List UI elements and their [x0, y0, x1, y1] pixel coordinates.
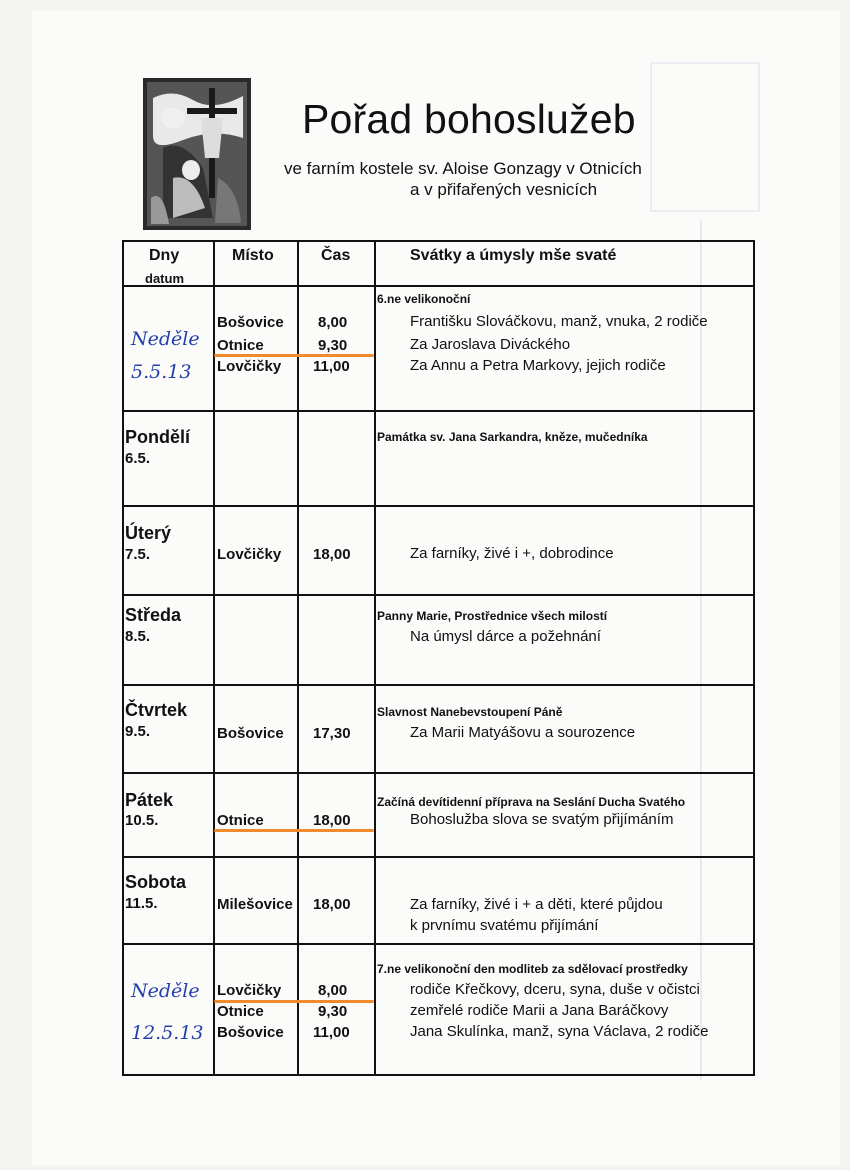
handwritten-date: 12.5.13	[131, 1022, 204, 1044]
place-cell: Lovčičky	[217, 546, 282, 563]
intent-cell: Jana Skulínka, manž, syna Václava, 2 rodiče	[410, 1023, 709, 1040]
show-through-image	[650, 62, 760, 212]
intent-cell: Bohoslužba slova se svatým přijímáním	[410, 811, 674, 828]
handwritten-day: Neděle	[131, 328, 200, 350]
intent-cell: Za Marii Matyášovu a sourozence	[410, 724, 636, 741]
underline-mark	[214, 354, 374, 357]
time-cell: 8,00	[318, 314, 348, 331]
place-cell: Otnice	[217, 337, 264, 354]
time-cell: 9,30	[318, 1003, 348, 1020]
day-name: Úterý	[125, 523, 172, 543]
day-name: Sobota	[125, 872, 186, 892]
page-subtitle-2: a v přifařených vesnicích	[410, 180, 598, 199]
time-cell: 8,00	[318, 982, 348, 999]
intent-cell: Na úmysl dárce a požehnání	[410, 628, 601, 645]
intent-cell: Za Annu a Petra Markovy, jejich rodiče	[410, 357, 666, 374]
intent-cell: Františku Slováčkovu, manž, vnuka, 2 rodiče	[410, 313, 708, 330]
day-date: 9.5.	[125, 723, 151, 740]
feast-label: Panny Marie, Prostřednice všech milostí	[377, 609, 608, 623]
feast-label: Slavnost Nanebevstoupení Páně	[377, 705, 563, 719]
time-cell: 11,00	[313, 1024, 350, 1041]
time-cell: 11,00	[313, 358, 350, 375]
place-cell: Lovčičky	[217, 358, 282, 375]
place-cell: Bošovice	[217, 1024, 284, 1041]
place-cell: Bošovice	[217, 314, 284, 331]
header-time: Čas	[321, 247, 351, 264]
intent-cell: rodiče Křečkovy, dceru, syna, duše v očistci	[410, 981, 700, 998]
header-days: Dny	[149, 247, 180, 264]
header-date: datum	[145, 271, 184, 286]
time-cell: 18,00	[313, 812, 351, 829]
feast-label: 7.ne velikonoční den modliteb za sdělovací prostředky	[377, 962, 688, 976]
place-cell: Milešovice	[217, 896, 293, 913]
handwritten-day: Neděle	[131, 980, 200, 1002]
crucifixion-engraving-icon	[143, 78, 251, 230]
page-subtitle: ve farním kostele sv. Aloise Gonzagy v Otnicích	[284, 159, 642, 178]
place-cell: Lovčičky	[217, 982, 282, 999]
day-name: Středa	[125, 605, 182, 625]
feast-label: Začíná devítidenní příprava na Seslání Ducha Svatého	[377, 795, 686, 809]
time-cell: 9,30	[318, 337, 348, 354]
header-feasts: Svátky a úmysly mše svaté	[410, 247, 617, 264]
day-date: 7.5.	[125, 546, 151, 563]
place-cell: Bošovice	[217, 725, 284, 742]
place-cell: Otnice	[217, 812, 264, 829]
place-cell: Otnice	[217, 1003, 264, 1020]
day-date: 11.5.	[125, 895, 158, 912]
underline-mark	[214, 829, 374, 832]
page-title: Pořad bohoslužeb	[302, 96, 636, 142]
intent-cell: Za farníky, živé i + a děti, které půjdou	[410, 896, 663, 913]
day-date: 10.5.	[125, 812, 159, 829]
time-cell: 18,00	[313, 896, 351, 913]
day-name: Čtvrtek	[125, 700, 188, 720]
feast-label: Památka sv. Jana Sarkandra, kněze, mučedníka	[377, 430, 648, 444]
day-name: Pondělí	[125, 427, 191, 447]
intent-cell-cont: k prvnímu svatému přijímání	[410, 917, 599, 934]
day-date: 8.5.	[125, 628, 151, 645]
intent-cell: zemřelé rodiče Marii a Jana Baráčkovy	[410, 1002, 669, 1019]
intent-cell: Za Jaroslava Diváckého	[410, 336, 571, 353]
time-cell: 17,30	[313, 725, 351, 742]
time-cell: 18,00	[313, 546, 351, 563]
day-name: Pátek	[125, 790, 174, 810]
day-date: 6.5.	[125, 450, 151, 467]
handwritten-date: 5.5.13	[131, 361, 192, 383]
feast-label: 6.ne velikonoční	[377, 292, 471, 306]
intent-cell: Za farníky, živé i +, dobrodince	[410, 545, 614, 562]
header-place: Místo	[232, 247, 274, 264]
